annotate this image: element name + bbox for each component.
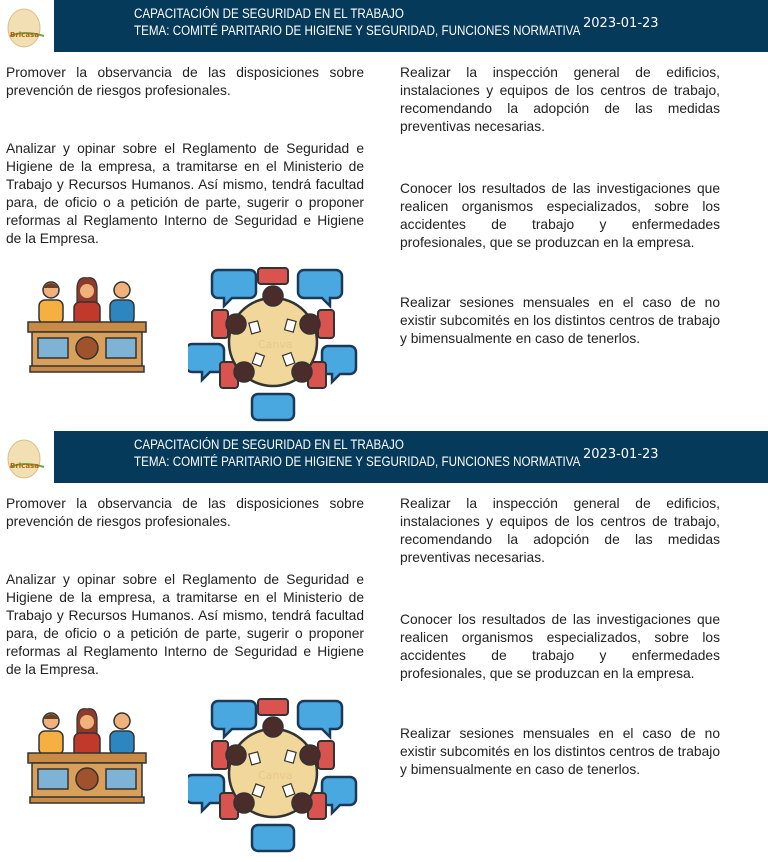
function-5: Realizar sesiones mensuales en el caso de no existir subcomités en los distintos centros de trabajo y bimensualmente en caso de tenerlos. — [400, 726, 720, 777]
header-date: 2023-01-23 — [583, 16, 659, 31]
svg-text:Bricasa: Bricasa — [10, 31, 39, 39]
committee-panel-icon — [26, 707, 148, 805]
function-4: Conocer los resultados de las investigaciones que realicen organismos especializados, sobre los accidentes de trabajo y enfermedades profesionales, que se produzcan en la empresa. — [400, 612, 720, 681]
function-1: Promover la observancia de las disposiciones sobre prevención de riesgos profesionales. — [6, 65, 364, 98]
header-title-line-1: CAPACITACIÓN DE SEGURIDAD EN EL TRABAJO — [134, 437, 404, 452]
round-table-meeting-icon — [188, 262, 358, 422]
header-date: 2023-01-23 — [583, 447, 659, 462]
header-title-line-2: TEMA: COMITÉ PARITARIO DE HIGIENE Y SEGURIDAD, FUNCIONES NORMATIVA — [134, 23, 581, 38]
header-title — [134, 436, 580, 470]
bricasa-logo-icon — [4, 6, 50, 48]
function-2: Analizar y opinar sobre el Reglamento de Seguridad e Higiene de la empresa, a tramitarse en el Ministerio de Trabajo y Recursos Humanos. Así mismo, tendrá facultad para, de oficio o a petición de parte, sugerir o proponer reformas al Reglamento Interno de Seguridad e Higiene de la Empresa. — [6, 141, 364, 246]
header-title-line-1: CAPACITACIÓN DE SEGURIDAD EN EL TRABAJO — [134, 6, 404, 21]
bricasa-logo-icon — [4, 437, 50, 479]
svg-text:Canva: Canva — [258, 338, 293, 351]
committee-panel-icon — [26, 276, 148, 374]
round-table-meeting-icon — [188, 693, 358, 853]
function-5: Realizar sesiones mensuales en el caso de no existir subcomités en los distintos centros de trabajo y bimensualmente en caso de tenerlos. — [400, 295, 720, 346]
slide-header — [0, 431, 768, 483]
svg-text:Canva: Canva — [258, 769, 293, 782]
svg-text:Bricasa: Bricasa — [10, 462, 39, 470]
header-title-line-2: TEMA: COMITÉ PARITARIO DE HIGIENE Y SEGURIDAD, FUNCIONES NORMATIVA — [134, 454, 581, 469]
function-4: Conocer los resultados de las investigaciones que realicen organismos especializados, sobre los accidentes de trabajo y enfermedades profesionales, que se produzcan en la empresa. — [400, 181, 720, 250]
header-title — [134, 5, 580, 39]
function-1: Promover la observancia de las disposiciones sobre prevención de riesgos profesionales. — [6, 496, 364, 529]
function-3: Realizar la inspección general de edificios, instalaciones y equipos de los centros de trabajo, recomendando la adopción de las medidas preventivas necesarias. — [400, 65, 720, 134]
function-3: Realizar la inspección general de edificios, instalaciones y equipos de los centros de trabajo, recomendando la adopción de las medidas preventivas necesarias. — [400, 496, 720, 565]
function-2: Analizar y opinar sobre el Reglamento de Seguridad e Higiene de la empresa, a tramitarse en el Ministerio de Trabajo y Recursos Humanos. Así mismo, tendrá facultad para, de oficio o a petición de parte, sugerir o proponer reformas al Reglamento Interno de Seguridad e Higiene de la Empresa. — [6, 572, 364, 677]
slide-header — [0, 0, 768, 52]
slide-2 — [0, 431, 768, 862]
